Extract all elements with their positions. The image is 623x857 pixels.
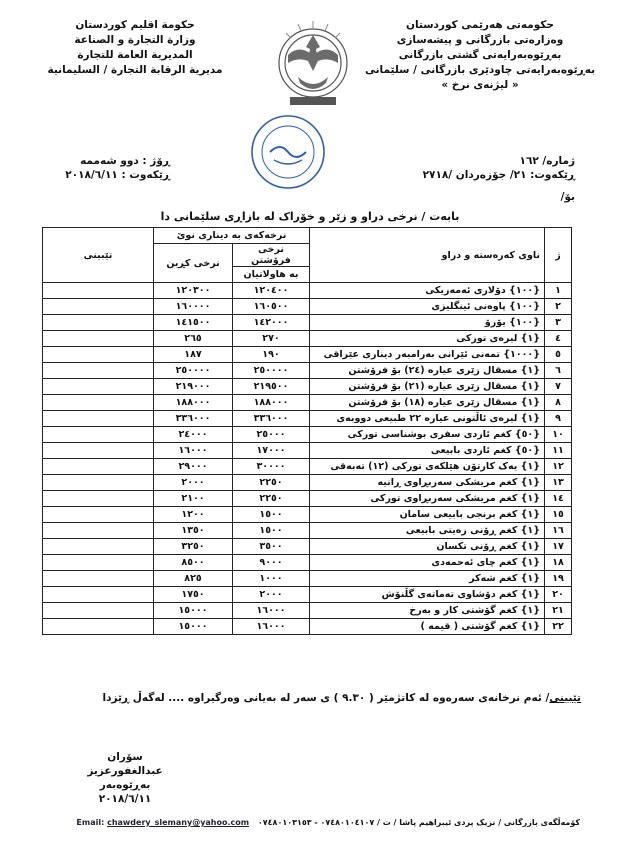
note-cell xyxy=(43,539,154,555)
row-number: ١٨ xyxy=(545,555,572,571)
item-name: {١} کغم دۆشاوی تەماتەی گڵنۆش xyxy=(310,587,545,603)
row-number: ٢٠ xyxy=(545,587,572,603)
row-number: ٣ xyxy=(545,315,572,331)
table-row xyxy=(43,619,572,635)
item-name: {١} کغم ڕۆنی تکسان xyxy=(310,539,545,555)
table-row xyxy=(43,283,572,299)
note-cell xyxy=(43,587,154,603)
sell-price: ٣٠٠٠٠ xyxy=(233,459,310,475)
header-left-line: مديرية الرقابة التجارة / السليمانية xyxy=(47,64,223,76)
note-cell xyxy=(43,555,154,571)
document-to: بۆ/ xyxy=(560,191,575,203)
note-cell xyxy=(43,603,154,619)
document-day: ڕۆژ : دوو شەممە xyxy=(80,155,170,167)
sell-price: ٢٢٥٠ xyxy=(233,475,310,491)
sell-price: ٢١٩٥٠٠ xyxy=(233,379,310,395)
row-number: ١٣ xyxy=(545,475,572,491)
buy-price: ٢١٩٠٠٠ xyxy=(154,379,233,395)
item-name: {٥٠} کغم ئاردی سفری بوشناسی تورکی xyxy=(310,427,545,443)
header-right-line: بەڕێوەبەرایەتی چاودێری بازرگانی / سلێمانی xyxy=(364,64,596,76)
buy-price: ١٦٠٠٠ xyxy=(154,443,233,459)
col-header-buy: نرخی کڕین xyxy=(154,244,233,283)
table-row xyxy=(43,363,572,379)
row-number: ٤ xyxy=(545,331,572,347)
note-cell xyxy=(43,331,154,347)
row-number: ١٤ xyxy=(545,491,572,507)
row-number: ١٦ xyxy=(545,523,572,539)
sell-price: ١٥٠٠ xyxy=(233,507,310,523)
sell-price: ٢٥٠٠٠ xyxy=(233,427,310,443)
sell-price: ٣٣٦٠٠٠ xyxy=(233,411,310,427)
footer xyxy=(76,818,580,827)
buy-price: ١٨٨٠٠٠ xyxy=(154,395,233,411)
note-cell xyxy=(43,347,154,363)
note-cell xyxy=(43,491,154,507)
item-name: {١} کغم شەکر xyxy=(310,571,545,587)
sell-price: ٩٠٠٠ xyxy=(233,555,310,571)
buy-price: ١٧٥٠ xyxy=(154,587,233,603)
footnote-text: / ئەم نرخانەی سەرەوە لە کاتژمێر ( ٩.٣٠ ) ی سەر لە بەیانی وەرگیراوە .... لەگەڵ ڕێزدا xyxy=(102,692,550,704)
row-number: ١ xyxy=(545,283,572,299)
table-row xyxy=(43,587,572,603)
footer-email-label: Email: xyxy=(76,818,105,827)
buy-price: ١٦٠٠٠٠ xyxy=(154,299,233,315)
table-row xyxy=(43,459,572,475)
table-row xyxy=(43,443,572,459)
table-row xyxy=(43,347,572,363)
sell-price: ٢٥٠٠٠٠ xyxy=(233,363,310,379)
item-name: {١} کغم گۆشتی کار و بەرخ xyxy=(310,603,545,619)
table-row xyxy=(43,491,572,507)
sell-price: ١٦٠٠٠ xyxy=(233,619,310,635)
item-name: {١} کغم مریشکی سەربڕاوی تورکی xyxy=(310,491,545,507)
document-date: ڕێکەوت: ٢١/ جۆزەردان /٢٧١٨ xyxy=(422,169,575,181)
header-left-line: حكومة اقليم كوردستان xyxy=(75,19,195,31)
item-name: {١٠٠٠} تمەنی ئێرانی بەرامبەر دیناری عێراقی xyxy=(310,347,545,363)
row-number: ١٢ xyxy=(545,459,572,475)
row-number: ١٠ xyxy=(545,427,572,443)
item-name: {١} کغم ڕۆنی زەیتی بابیعی xyxy=(310,523,545,539)
row-number: ٩ xyxy=(545,411,572,427)
table-row xyxy=(43,571,572,587)
note-cell xyxy=(43,363,154,379)
sell-price: ١٨٨٠٠٠ xyxy=(233,395,310,411)
col-header-sell-sub: بە هاولاتیان xyxy=(233,267,310,283)
price-table xyxy=(42,227,572,635)
buy-price: ١٤١٥٠٠ xyxy=(154,315,233,331)
item-name: {١} لیرەی تورکی xyxy=(310,331,545,347)
signature-date: ٢٠١٨/٦/١١ xyxy=(98,793,152,805)
note-cell xyxy=(43,379,154,395)
buy-price: ٨٥٠٠ xyxy=(154,555,233,571)
sell-price: ٢٢٥٠ xyxy=(233,491,310,507)
header-right-line: بەڕێوەبەرایەتی گشتی بازرگانی xyxy=(398,49,562,61)
buy-price: ٨٢٥ xyxy=(154,571,233,587)
table-row xyxy=(43,427,572,443)
col-header-no: ژ xyxy=(545,228,572,283)
row-number: ١٥ xyxy=(545,507,572,523)
row-number: ٢ xyxy=(545,299,572,315)
table-row xyxy=(43,299,572,315)
kurdistan-emblem-logo xyxy=(268,15,358,115)
official-stamp xyxy=(248,112,328,192)
sell-price: ٣٥٠٠ xyxy=(233,539,310,555)
note-cell xyxy=(43,475,154,491)
signatory-name: سۆران عبدالغفورعزیز xyxy=(87,751,163,777)
sell-price: ١٦٠٠٠ xyxy=(233,603,310,619)
item-name: {١} مسقال زێری عیارە (٢١) بۆ فرۆشتن xyxy=(310,379,545,395)
row-number: ٧ xyxy=(545,379,572,395)
item-name: {١٠٠} یۆرۆ xyxy=(310,315,545,331)
header-left-line: وزارة التجارة و الصناعة xyxy=(74,34,196,46)
sell-price: ١٦٠٥٠٠ xyxy=(233,299,310,315)
table-row xyxy=(43,523,572,539)
footer-address: کۆمەڵگەی بازرگانی / نزیک پردی ئیبراهیم پاشا / ت / ٠٧٤٨٠١٠٤١٠٧ - ٠٧٤٨٠١٠٣١٥٣ xyxy=(257,818,580,827)
item-name: {١٠٠} دۆلاری ئەمەریکی xyxy=(310,283,545,299)
item-name: {١} لیرەی ئاڵتونی عیارە ٢٢ طبیعی دووبەی xyxy=(310,411,545,427)
sell-price: ١٤٢٠٠٠ xyxy=(233,315,310,331)
note-cell xyxy=(43,571,154,587)
item-name: {٥٠} کغم ئاردی بابیعی xyxy=(310,443,545,459)
footer-email-link[interactable]: chawdery_slemany@yahoo.com xyxy=(107,818,250,827)
table-row xyxy=(43,539,572,555)
table-row xyxy=(43,555,572,571)
note-cell xyxy=(43,427,154,443)
buy-price: ١٨٧ xyxy=(154,347,233,363)
buy-price: ٢٦٥ xyxy=(154,331,233,347)
table-row xyxy=(43,507,572,523)
header-right-line: وەزارەتی بازرگانی و پیشەسازی xyxy=(396,34,564,46)
document-day-date xyxy=(60,154,170,182)
note-cell xyxy=(43,283,154,299)
note-cell xyxy=(43,411,154,427)
document-date-gregorian: ڕێکەوت : ٢٠١٨/٦/١١ xyxy=(65,169,170,181)
sell-price: ١٠٠٠ xyxy=(233,571,310,587)
note-cell xyxy=(43,459,154,475)
item-name: {١} کغم مریشکی سەربڕاوی ڕانیە xyxy=(310,475,545,491)
buy-price: ١٣٥٠ xyxy=(154,523,233,539)
sell-price: ١٧٠٠٠ xyxy=(233,443,310,459)
sell-price: ٢٠٠٠ xyxy=(233,587,310,603)
item-name: {١} یەک کارتۆن هێلکەی تورکی (١٢) تەبەقی xyxy=(310,459,545,475)
buy-price: ١٢٠٣٠٠ xyxy=(154,283,233,299)
buy-price: ١٥٠٠٠ xyxy=(154,603,233,619)
document-subject: بابەت / نرخی دراو و زێر و خۆراک لە بازاڕی سلێمانی دا xyxy=(160,210,460,223)
buy-price: ٢٩٠٠٠ xyxy=(154,459,233,475)
sell-price: ١٢٠٤٠٠ xyxy=(233,283,310,299)
row-number: ٢٢ xyxy=(545,619,572,635)
note-cell xyxy=(43,507,154,523)
col-header-name: ناوی کەرەستە و دراو xyxy=(310,228,545,283)
item-name: {١} کغم برنجی بابیعی سامان xyxy=(310,507,545,523)
header-left-line: المديرية العامة للتجارة xyxy=(77,49,193,61)
col-header-sell: نرخی فرۆشتن xyxy=(233,244,310,267)
row-number: ٨ xyxy=(545,395,572,411)
col-header-note: تێبینی xyxy=(43,228,154,283)
note-cell xyxy=(43,619,154,635)
item-name: {١} مسقال زێری عیارە (١٨) بۆ فرۆشتن xyxy=(310,395,545,411)
table-row xyxy=(43,331,572,347)
signatory-title: بەڕێوەبەر xyxy=(99,779,151,791)
row-number: ١٩ xyxy=(545,571,572,587)
table-row xyxy=(43,395,572,411)
item-name: {١} مسقال زێری عیارە (٢٤) بۆ فرۆشتن xyxy=(310,363,545,379)
buy-price: ٢٠٠٠ xyxy=(154,475,233,491)
row-number: ١١ xyxy=(545,443,572,459)
table-row xyxy=(43,315,572,331)
buy-price: ٣٣٦٠٠٠ xyxy=(154,411,233,427)
buy-price: ٣٢٥٠ xyxy=(154,539,233,555)
row-number: ٥ xyxy=(545,347,572,363)
footnote-label: تێبینی xyxy=(549,692,581,704)
row-number: ٦ xyxy=(545,363,572,379)
row-number: ٢١ xyxy=(545,603,572,619)
buy-price: ٢٤٠٠٠ xyxy=(154,427,233,443)
header-right-line: « لیژنەی نرخ » xyxy=(441,79,519,91)
header-right xyxy=(355,18,605,93)
note-cell xyxy=(43,443,154,459)
buy-price: ١٢٠٠ xyxy=(154,507,233,523)
price-table-body xyxy=(43,283,572,635)
row-number: ١٧ xyxy=(545,539,572,555)
header-right-line: حکومەتی هەرێمی کوردستان xyxy=(406,19,554,31)
table-row xyxy=(43,379,572,395)
item-name: {١} کغم چای ئەحمەدی xyxy=(310,555,545,571)
sell-price: ١٥٠٠ xyxy=(233,523,310,539)
note-cell xyxy=(43,523,154,539)
signature-block xyxy=(70,750,180,806)
table-row xyxy=(43,475,572,491)
document-meta xyxy=(375,154,575,204)
sell-price: ٢٧٠ xyxy=(233,331,310,347)
col-header-group: نرخەکەی بە دیناری نوێ xyxy=(154,228,310,244)
note-cell xyxy=(43,395,154,411)
note-cell xyxy=(43,299,154,315)
note-cell xyxy=(43,315,154,331)
buy-price: ١٥٠٠٠ xyxy=(154,619,233,635)
sell-price: ١٩٠ xyxy=(233,347,310,363)
buy-price: ٢١٠٠ xyxy=(154,491,233,507)
document-number: ژمارە/ ١٦٢ xyxy=(519,155,575,167)
buy-price: ٢٥٠٠٠٠ xyxy=(154,363,233,379)
table-row xyxy=(43,411,572,427)
table-row xyxy=(43,603,572,619)
item-name: {١} کغم گۆشتی ( قیمە ) xyxy=(310,619,545,635)
footnote xyxy=(101,692,581,704)
header-left xyxy=(30,18,240,78)
item-name: {١٠٠} پاوەنی ئینگلیزی xyxy=(310,299,545,315)
